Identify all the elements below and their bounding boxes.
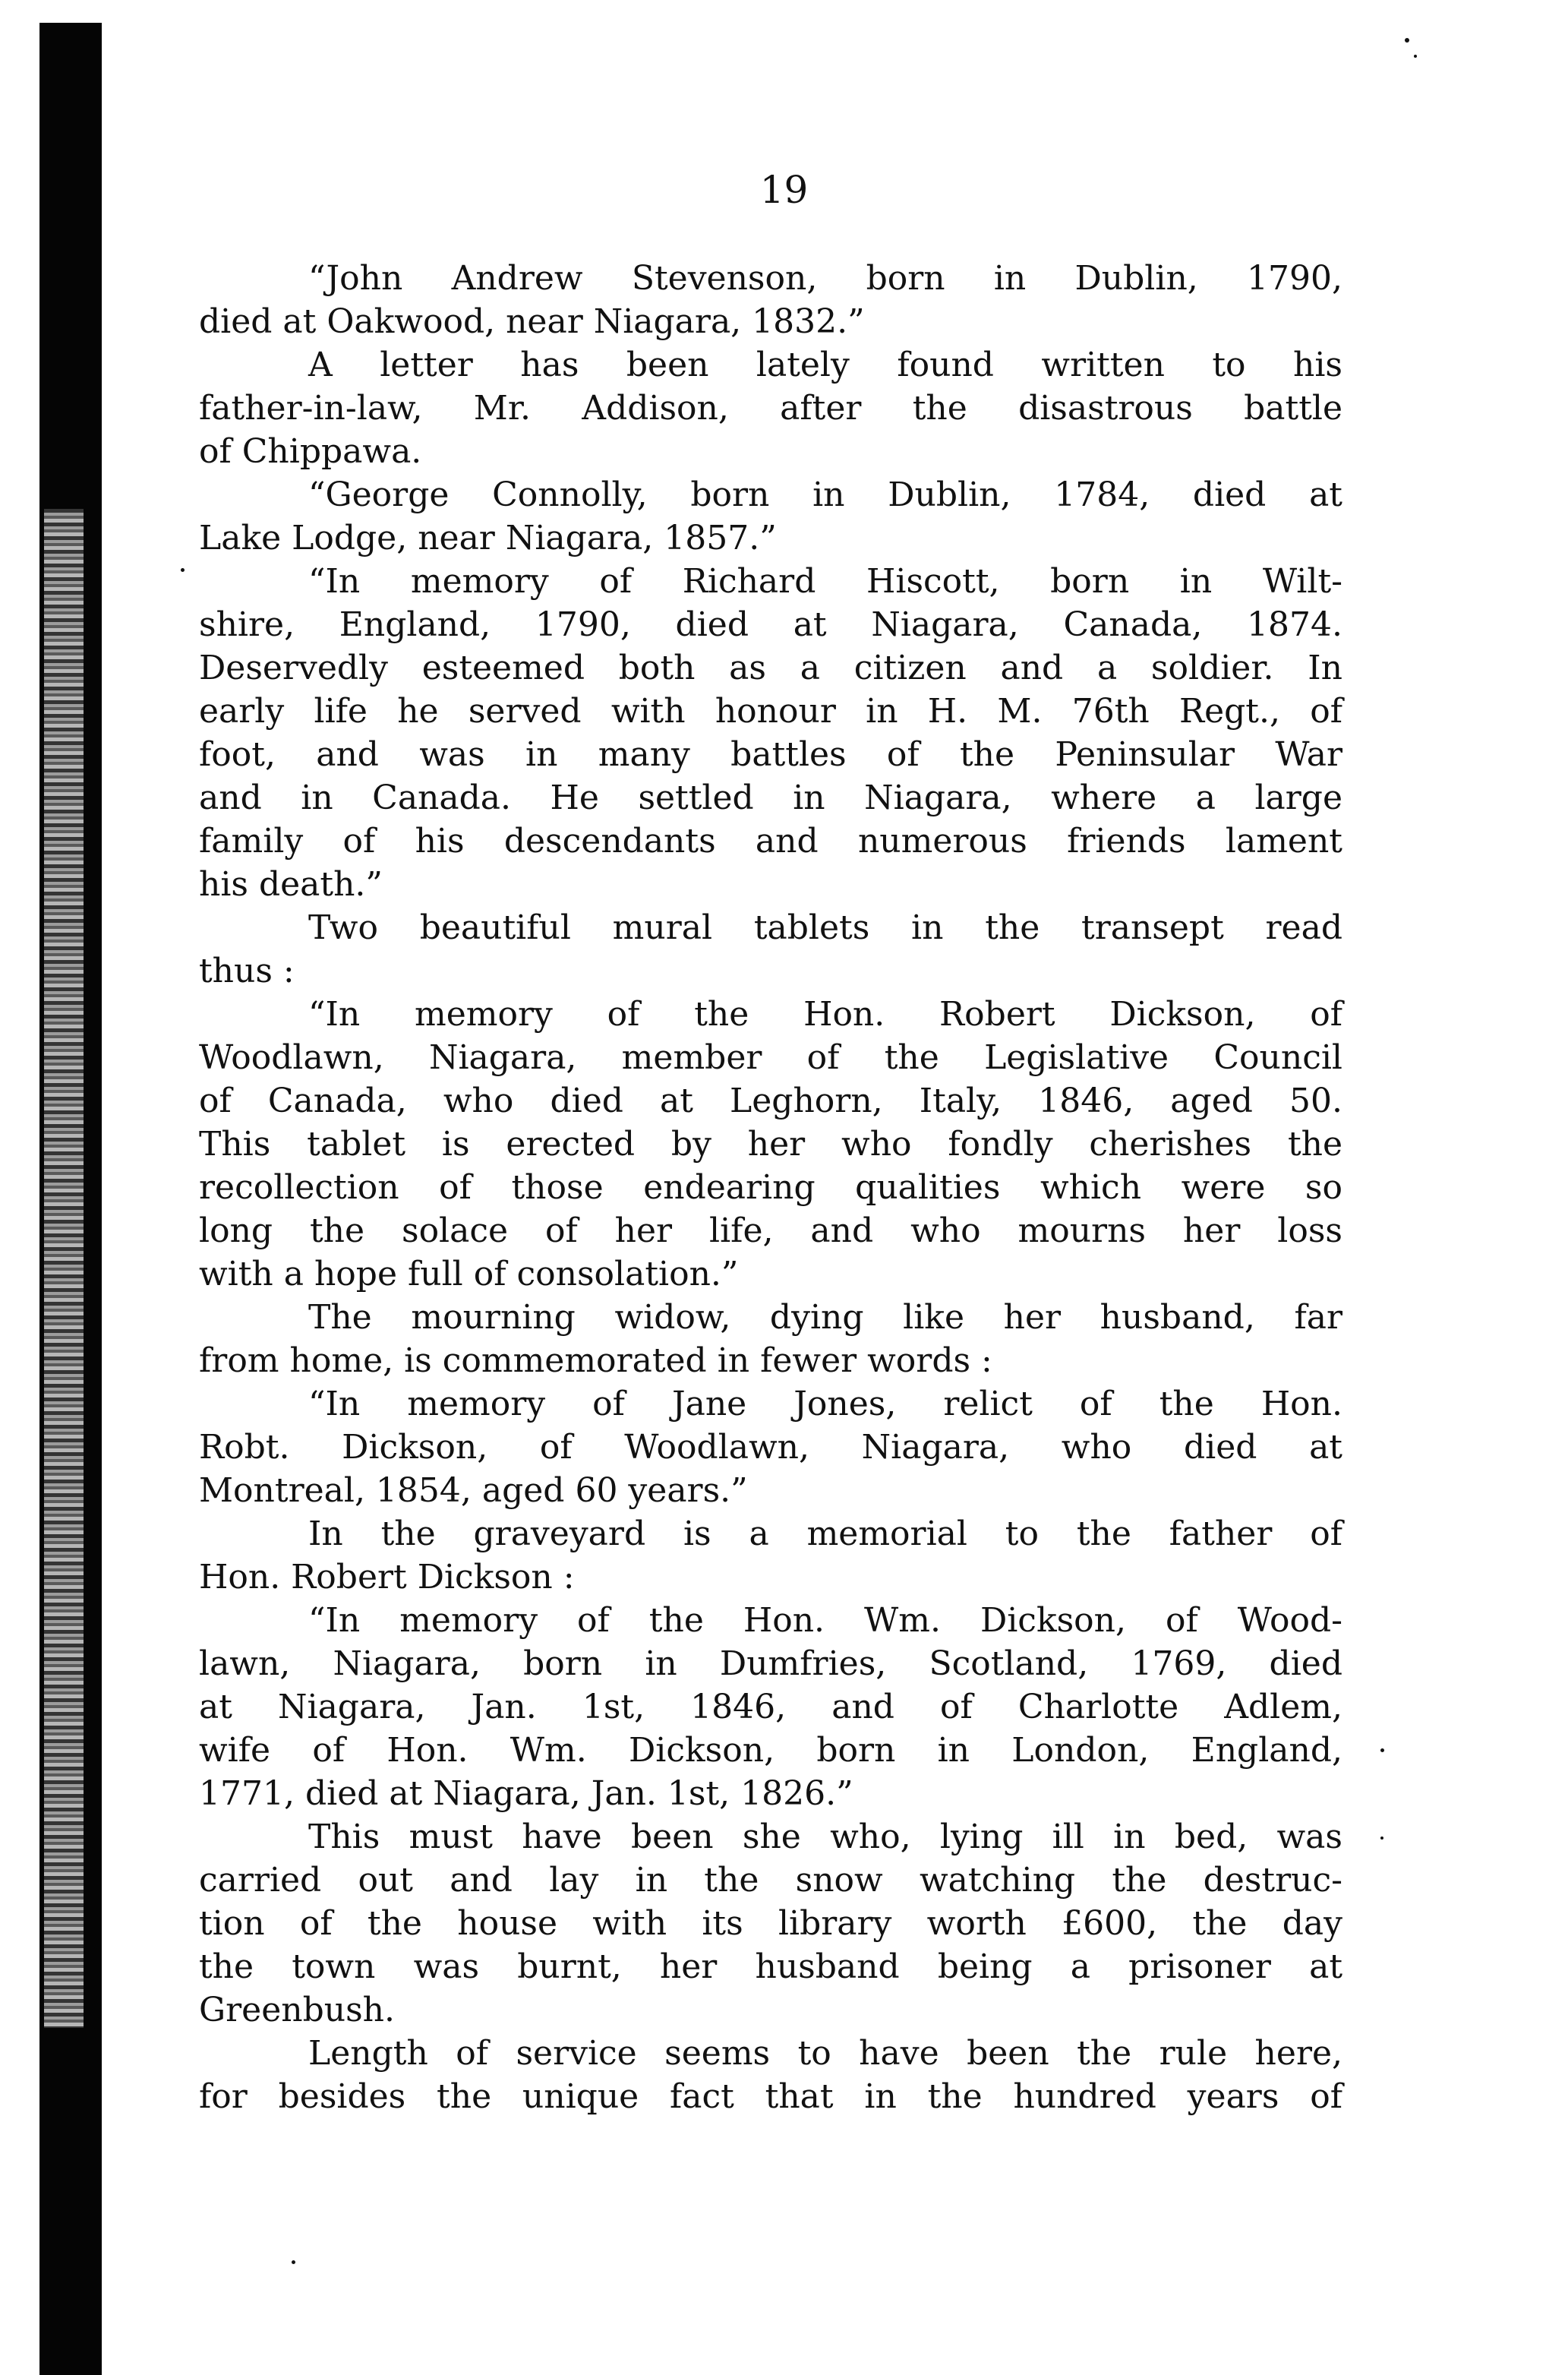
text-line: and in Canada. He settled in Niagara, where a large [199,779,1342,817]
text-line: wife of Hon. Wm. Dickson, born in London, England, [199,1731,1342,1770]
text-line: “In memory of Jane Jones, relict of the Hon. [308,1385,1342,1423]
text-line: This must have been she who, lying ill in bed, was [308,1818,1342,1856]
text-line: for besides the unique fact that in the hundred years of [199,2077,1342,2116]
text-line: Woodlawn, Niagara, member of the Legislative Council [199,1038,1342,1077]
text-line: from home, is commemorated in fewer words : [199,1341,992,1380]
spine-page-edge [44,509,84,2028]
text-line: Hon. Robert Dickson : [199,1558,575,1596]
text-line: of Canada, who died at Leghorn, Italy, 1846, aged 50. [199,1082,1342,1120]
text-line: Two beautiful mural tablets in the transept read [308,908,1342,947]
text-line: with a hope full of consolation.” [199,1255,739,1293]
page-number: 19 [759,168,809,212]
text-line: father-in-law, Mr. Addison, after the disastrous battle [199,389,1342,428]
text-line: carried out and lay in the snow watching the destruc- [199,1861,1342,1900]
text-line: family of his descendants and numerous friends lament [199,822,1342,861]
text-line: The mourning widow, dying like her husband, far [308,1298,1342,1337]
text-line: Length of service seems to have been the rule here, [308,2034,1342,2073]
text-line: the town was burnt, her husband being a prisoner at [199,1947,1342,1986]
text-line: recollection of those endearing qualities which were so [199,1168,1342,1207]
text-line: “John Andrew Stevenson, born in Dublin, 1790, [308,259,1342,298]
text-line: his death.” [199,865,383,904]
text-line: at Niagara, Jan. 1st, 1846, and of Charlotte Adlem, [199,1688,1342,1726]
text-line: died at Oakwood, near Niagara, 1832.” [199,302,865,341]
text-line: In the graveyard is a memorial to the father of [308,1514,1342,1553]
text-line: Greenbush. [199,1991,396,2029]
print-speck [1414,55,1417,58]
book-spine-shadow [39,23,102,2375]
print-speck [1380,1837,1383,1840]
text-line: Deservedly esteemed both as a citizen and a soldier. In [199,649,1342,687]
print-speck [1405,38,1409,43]
text-line: This tablet is erected by her who fondly cherishes the [199,1125,1342,1164]
print-speck [181,568,185,572]
text-line: lawn, Niagara, born in Dumfries, Scotland, 1769, died [199,1644,1342,1683]
text-line: “In memory of the Hon. Wm. Dickson, of Wood- [308,1601,1342,1640]
text-line: Lake Lodge, near Niagara, 1857.” [199,519,777,557]
text-line: Robt. Dickson, of Woodlawn, Niagara, who died at [199,1428,1342,1467]
print-speck [292,2260,295,2264]
body-text [199,257,1342,2118]
text-line: foot, and was in many battles of the Peninsular War [199,735,1342,774]
print-speck [1380,1748,1384,1752]
text-line: “In memory of the Hon. Robert Dickson, of [308,995,1342,1034]
text-line: shire, England, 1790, died at Niagara, Canada, 1874. [199,605,1342,644]
text-line: 1771, died at Niagara, Jan. 1st, 1826.” [199,1774,853,1813]
text-line: thus : [199,952,295,990]
text-line: “George Connolly, born in Dublin, 1784, died at [308,475,1342,514]
text-line: tion of the house with its library worth £600, the day [199,1904,1342,1943]
text-line: “In memory of Richard Hiscott, born in Wilt- [308,562,1342,601]
text-line: A letter has been lately found written to his [308,346,1342,384]
text-line: long the solace of her life, and who mourns her loss [199,1211,1342,1250]
text-line: early life he served with honour in H. M. 76th Regt., of [199,692,1342,731]
text-line: Montreal, 1854, aged 60 years.” [199,1471,748,1510]
text-line: of Chippawa. [199,432,422,471]
